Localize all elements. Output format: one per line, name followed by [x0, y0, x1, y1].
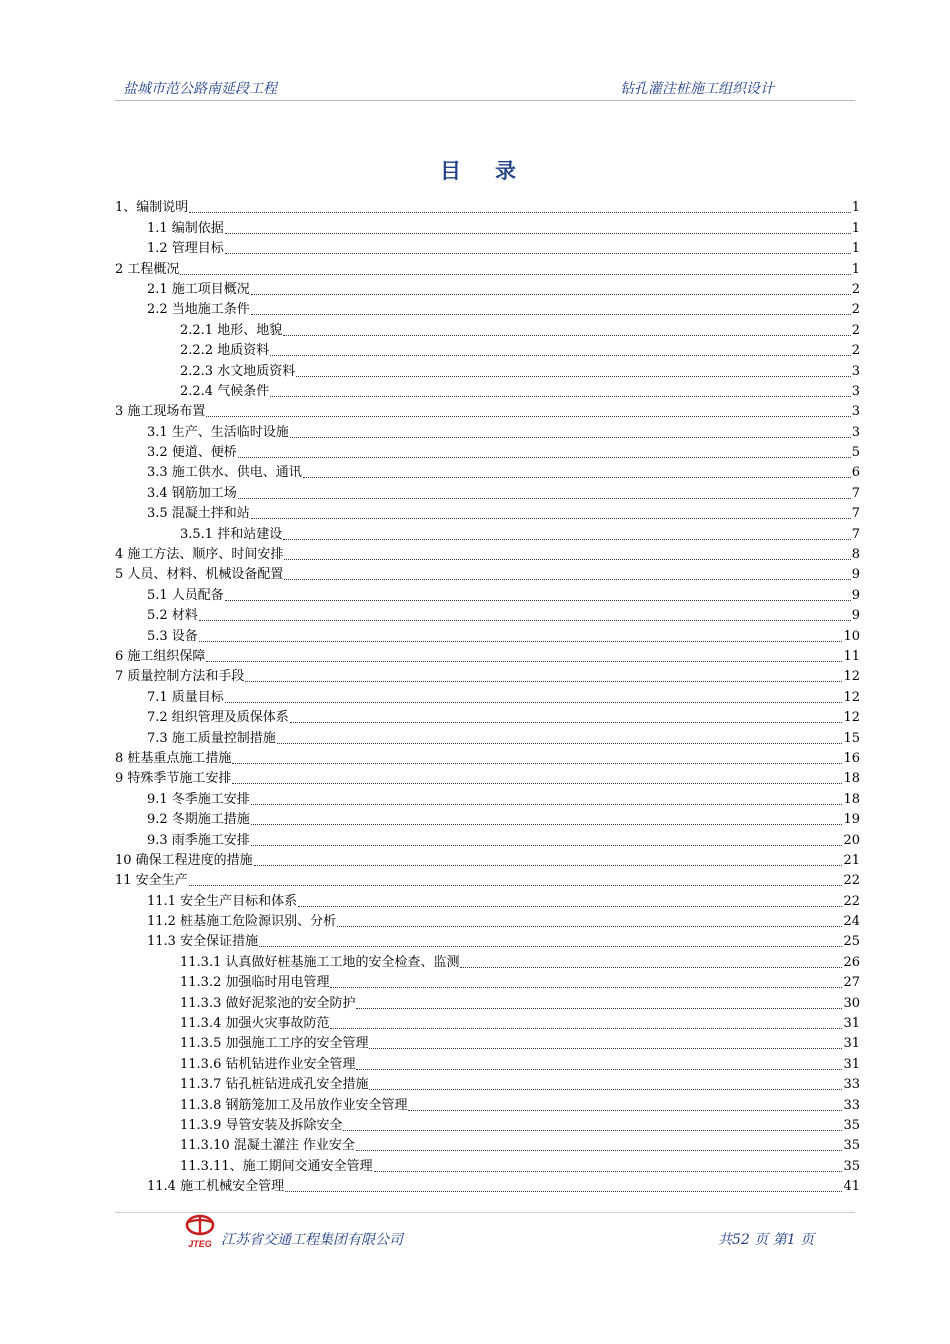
- toc-entry-page: 7: [851, 506, 860, 522]
- toc-entry[interactable]: [115, 298, 860, 318]
- toc-entry-label: 7 质量控制方法和手段: [115, 669, 245, 685]
- toc-entry[interactable]: [115, 359, 860, 379]
- toc-leader-dots: [330, 986, 842, 988]
- footer-company-name: 江苏省交通工程集团有限公司: [221, 1232, 403, 1248]
- toc-entry-page: 22: [843, 873, 860, 889]
- toc-entry-label: 11.1 安全生产目标和体系: [147, 893, 298, 909]
- toc-entry-page: 12: [843, 710, 860, 726]
- toc-entry-page: 31: [843, 1016, 860, 1032]
- toc-entry-label: 7.1 质量目标: [147, 689, 224, 705]
- toc-entry-page: 7: [851, 526, 860, 542]
- toc-entry-label: 9 特殊季节施工安排: [115, 771, 232, 787]
- toc-entry[interactable]: [115, 624, 860, 644]
- toc-entry-page: 41: [843, 1179, 860, 1195]
- toc-entry-page: 9: [851, 608, 860, 624]
- toc-entry[interactable]: [115, 767, 860, 787]
- toc-leader-dots: [180, 273, 850, 275]
- toc-entry-label: 11.3.2 加强临时用电管理: [180, 975, 330, 991]
- toc-entry-label: 11.4 施工机械安全管理: [147, 1179, 285, 1195]
- toc-entry-label: 11.3.10 混凝土灌注 作业安全: [180, 1138, 355, 1154]
- toc-entry-label: 11.3.1 认真做好桩基施工工地的安全检查、监测: [180, 954, 460, 970]
- toc-entry-page: 10: [843, 628, 860, 644]
- toc-entry-label: 9.1 冬季施工安排: [147, 791, 250, 807]
- toc-entry-label: 11.3.5 加强施工工序的安全管理: [180, 1036, 369, 1052]
- toc-leader-dots: [259, 945, 842, 947]
- toc-entry-label: 7.2 组织管理及质保体系: [147, 710, 289, 726]
- toc-leader-dots: [189, 884, 843, 886]
- toc-leader-dots: [374, 1170, 843, 1172]
- toc-entry[interactable]: [115, 237, 860, 257]
- toc-entry-page: 1: [851, 200, 860, 216]
- toc-entry[interactable]: [115, 502, 860, 522]
- toc-entry[interactable]: [115, 420, 860, 440]
- toc-leader-dots: [206, 660, 842, 662]
- toc-entry-label: 5 人员、材料、机械设备配置: [115, 567, 284, 583]
- toc-entry-page: 9: [851, 567, 860, 583]
- toc-leader-dots: [189, 211, 850, 213]
- page-title: 目录: [440, 159, 550, 183]
- toc-entry-page: 31: [843, 1056, 860, 1072]
- toc-entry-page: 7: [851, 485, 860, 501]
- toc-entry-label: 8 桩基重点施工措施: [115, 750, 232, 766]
- toc-entry-label: 10 确保工程进度的措施: [115, 852, 253, 868]
- toc-entry[interactable]: [115, 481, 860, 501]
- toc-entry-label: 5.2 材料: [147, 608, 198, 624]
- toc-entry-page: 18: [843, 791, 860, 807]
- toc-entry-page: 1: [851, 220, 860, 236]
- toc-entry-label: 3 施工现场布置: [115, 404, 206, 420]
- header-document-name: 钻孔灌注桩施工组织设计: [620, 81, 774, 97]
- toc-leader-dots: [460, 966, 842, 968]
- toc-entry[interactable]: [115, 726, 860, 746]
- toc-entry-label: 9.2 冬期施工措施: [147, 812, 250, 828]
- toc-entry[interactable]: [115, 278, 860, 298]
- toc-entry[interactable]: [115, 604, 860, 624]
- toc-entry[interactable]: [115, 461, 860, 481]
- toc-leader-dots: [225, 232, 851, 234]
- footer-page-info: 共52 页 第1 页: [718, 1232, 815, 1248]
- toc-entry[interactable]: [115, 1154, 860, 1174]
- toc-leader-dots: [232, 782, 842, 784]
- toc-entry-page: 20: [843, 832, 860, 848]
- toc-entry-page: 26: [843, 954, 860, 970]
- company-logo-icon: [180, 1213, 220, 1249]
- toc-entry-label: 3.1 生产、生活临时设施: [147, 424, 289, 440]
- toc-leader-dots: [199, 640, 843, 642]
- toc-entry-label: 2.1 施工项目概况: [147, 281, 250, 297]
- toc-entry-page: 22: [843, 893, 860, 909]
- toc-entry-page: 33: [843, 1097, 860, 1113]
- toc-leader-dots: [238, 456, 851, 458]
- toc-entry-label: 11.3.3 做好泥浆池的安全防护: [180, 995, 356, 1011]
- toc-entry[interactable]: [115, 889, 860, 909]
- toc-entry-page: 33: [843, 1077, 860, 1093]
- toc-leader-dots: [254, 864, 843, 866]
- toc-entry-page: 3: [851, 363, 860, 379]
- toc-entry-page: 8: [851, 547, 860, 563]
- toc-entry-page: 2: [851, 302, 860, 318]
- toc-entry[interactable]: [115, 563, 860, 583]
- toc-leader-dots: [408, 1109, 842, 1111]
- toc-entry-label: 11.3 安全保证措施: [147, 934, 259, 950]
- toc-entry[interactable]: [115, 869, 860, 889]
- toc-entry[interactable]: [115, 747, 860, 767]
- page-header: [115, 78, 855, 101]
- toc-entry[interactable]: [115, 1073, 860, 1093]
- toc-leader-dots: [270, 354, 851, 356]
- toc-entry-page: 35: [843, 1138, 860, 1154]
- toc-entry-page: 1: [851, 241, 860, 257]
- toc-entry-label: 3.5 混凝土拌和站: [147, 506, 250, 522]
- toc-entry-page: 15: [843, 730, 860, 746]
- toc-entry-page: 2: [851, 343, 860, 359]
- toc-leader-dots: [369, 1088, 842, 1090]
- toc-entry-page: 9: [851, 587, 860, 603]
- toc-entry-label: 2.2.3 水文地质资料: [180, 363, 296, 379]
- toc-entry-page: 35: [843, 1158, 860, 1174]
- toc-leader-dots: [225, 599, 851, 601]
- toc-entry[interactable]: [115, 645, 860, 665]
- toc-leader-dots: [251, 517, 851, 519]
- toc-entry[interactable]: [115, 583, 860, 603]
- toc-leader-dots: [277, 742, 843, 744]
- toc-entry-label: 11 安全生产: [115, 873, 188, 889]
- toc-entry[interactable]: [115, 441, 860, 461]
- toc-entry[interactable]: [115, 196, 860, 216]
- toc-leader-dots: [330, 1027, 842, 1029]
- toc-entry[interactable]: [115, 685, 860, 705]
- toc-entry[interactable]: [115, 1114, 860, 1134]
- toc-entry-label: 3.3 施工供水、供电、通讯: [147, 465, 302, 481]
- toc-leader-dots: [290, 721, 843, 723]
- toc-leader-dots: [303, 476, 851, 478]
- toc-entry-label: 2 工程概况: [115, 261, 180, 277]
- toc-entry-page: 31: [843, 1036, 860, 1052]
- toc-entry-page: 21: [843, 852, 860, 868]
- toc-entry[interactable]: [115, 849, 860, 869]
- toc-entry[interactable]: [115, 400, 860, 420]
- toc-entry[interactable]: [115, 991, 860, 1011]
- toc-leader-dots: [245, 680, 842, 682]
- toc-entry-page: 30: [843, 995, 860, 1011]
- toc-leader-dots: [238, 497, 851, 499]
- toc-entry[interactable]: [115, 1093, 860, 1113]
- toc-leader-dots: [356, 1007, 842, 1009]
- toc-leader-dots: [251, 803, 843, 805]
- toc-entry-label: 11.3.4 加强火灾事故防范: [180, 1016, 330, 1032]
- toc-entry-label: 2.2 当地施工条件: [147, 302, 250, 318]
- toc-entry[interactable]: [115, 808, 860, 828]
- toc-leader-dots: [232, 762, 842, 764]
- toc-entry-label: 5.3 设备: [147, 628, 198, 644]
- toc-leader-dots: [251, 293, 851, 295]
- toc-entry-label: 1.1 编制依据: [147, 220, 224, 236]
- toc-entry[interactable]: [115, 1175, 860, 1195]
- toc-leader-dots: [284, 578, 850, 580]
- toc-leader-dots: [225, 701, 843, 703]
- toc-entry-page: 2: [851, 281, 860, 297]
- toc-entry-page: 25: [843, 934, 860, 950]
- table-of-contents: [115, 196, 860, 1195]
- toc-entry-label: 11.3.6 钻机钻进作业安全管理: [180, 1056, 356, 1072]
- toc-entry-page: 3: [851, 404, 860, 420]
- toc-entry[interactable]: [115, 910, 860, 930]
- toc-entry-page: 12: [843, 689, 860, 705]
- toc-entry[interactable]: [115, 971, 860, 991]
- toc-leader-dots: [298, 905, 842, 907]
- toc-entry-page: 24: [843, 914, 860, 930]
- toc-entry-page: 35: [843, 1117, 860, 1133]
- toc-entry-page: 3: [851, 383, 860, 399]
- toc-entry[interactable]: [115, 706, 860, 726]
- toc-entry[interactable]: [115, 1012, 860, 1032]
- toc-entry-label: 1.2 管理目标: [147, 241, 224, 257]
- toc-entry-page: 27: [843, 975, 860, 991]
- toc-entry[interactable]: [115, 930, 860, 950]
- toc-leader-dots: [369, 1047, 842, 1049]
- toc-leader-dots: [206, 415, 850, 417]
- toc-leader-dots: [199, 619, 851, 621]
- toc-entry[interactable]: [115, 318, 860, 338]
- toc-entry-label: 5.1 人员配备: [147, 587, 224, 603]
- toc-entry[interactable]: [115, 950, 860, 970]
- toc-leader-dots: [251, 844, 843, 846]
- toc-entry[interactable]: [115, 257, 860, 277]
- toc-leader-dots: [356, 1149, 843, 1151]
- toc-leader-dots: [285, 1190, 842, 1192]
- toc-entry-label: 3.2 便道、便桥: [147, 445, 237, 461]
- toc-leader-dots: [283, 334, 851, 336]
- toc-entry[interactable]: [115, 216, 860, 236]
- toc-entry-label: 11.3.8 钢筋笼加工及吊放作业安全管理: [180, 1097, 408, 1113]
- toc-entry-page: 11: [843, 648, 860, 664]
- toc-entry-label: 11.2 桩基施工危险源识别、分析: [147, 914, 337, 930]
- toc-entry-label: 11.3.11、施工期间交通安全管理: [180, 1158, 373, 1174]
- toc-entry-page: 3: [851, 424, 860, 440]
- toc-entry-label: 1、编制说明: [115, 200, 189, 216]
- logo-text: JTEG: [188, 1239, 212, 1249]
- toc-entry[interactable]: [115, 1134, 860, 1154]
- toc-entry-label: 11.3.7 钻孔桩钻进成孔安全措施: [180, 1077, 369, 1093]
- toc-leader-dots: [283, 538, 851, 540]
- toc-entry-page: 2: [851, 322, 860, 338]
- toc-entry-label: 4 施工方法、顺序、时间安排: [115, 547, 284, 563]
- toc-leader-dots: [343, 1129, 842, 1131]
- toc-entry-label: 2.2.1 地形、地貌: [180, 322, 283, 338]
- toc-entry[interactable]: [115, 665, 860, 685]
- toc-leader-dots: [251, 313, 851, 315]
- toc-entry-page: 5: [851, 445, 860, 461]
- toc-entry-page: 6: [851, 465, 860, 481]
- toc-entry-label: 9.3 雨季施工安排: [147, 832, 250, 848]
- toc-leader-dots: [225, 252, 851, 254]
- toc-entry[interactable]: [115, 787, 860, 807]
- footer-divider: [115, 1212, 855, 1213]
- toc-entry[interactable]: [115, 543, 860, 563]
- toc-entry-label: 6 施工组织保障: [115, 648, 206, 664]
- toc-entry-label: 11.3.9 导管安装及拆除安全: [180, 1117, 343, 1133]
- toc-entry[interactable]: [115, 522, 860, 542]
- toc-entry-page: 19: [843, 812, 860, 828]
- toc-leader-dots: [270, 395, 851, 397]
- toc-entry-label: 2.2.2 地质资料: [180, 343, 270, 359]
- toc-leader-dots: [284, 558, 850, 560]
- toc-entry[interactable]: [115, 339, 860, 359]
- toc-leader-dots: [296, 375, 851, 377]
- toc-leader-dots: [251, 823, 843, 825]
- toc-entry-page: 12: [843, 669, 860, 685]
- toc-leader-dots: [290, 436, 851, 438]
- toc-entry-page: 16: [843, 750, 860, 766]
- toc-leader-dots: [356, 1068, 842, 1070]
- toc-entry[interactable]: [115, 1032, 860, 1052]
- toc-entry[interactable]: [115, 380, 860, 400]
- toc-entry[interactable]: [115, 828, 860, 848]
- header-project-name: 盐城市范公路南延段工程: [123, 81, 277, 97]
- toc-entry-page: 18: [843, 771, 860, 787]
- toc-entry-label: 3.5.1 拌和站建设: [180, 526, 283, 542]
- toc-entry-label: 2.2.4 气候条件: [180, 383, 270, 399]
- toc-leader-dots: [337, 925, 842, 927]
- toc-entry-label: 3.4 钢筋加工场: [147, 485, 237, 501]
- toc-entry[interactable]: [115, 1052, 860, 1072]
- toc-entry-label: 7.3 施工质量控制措施: [147, 730, 276, 746]
- toc-entry-page: 1: [851, 261, 860, 277]
